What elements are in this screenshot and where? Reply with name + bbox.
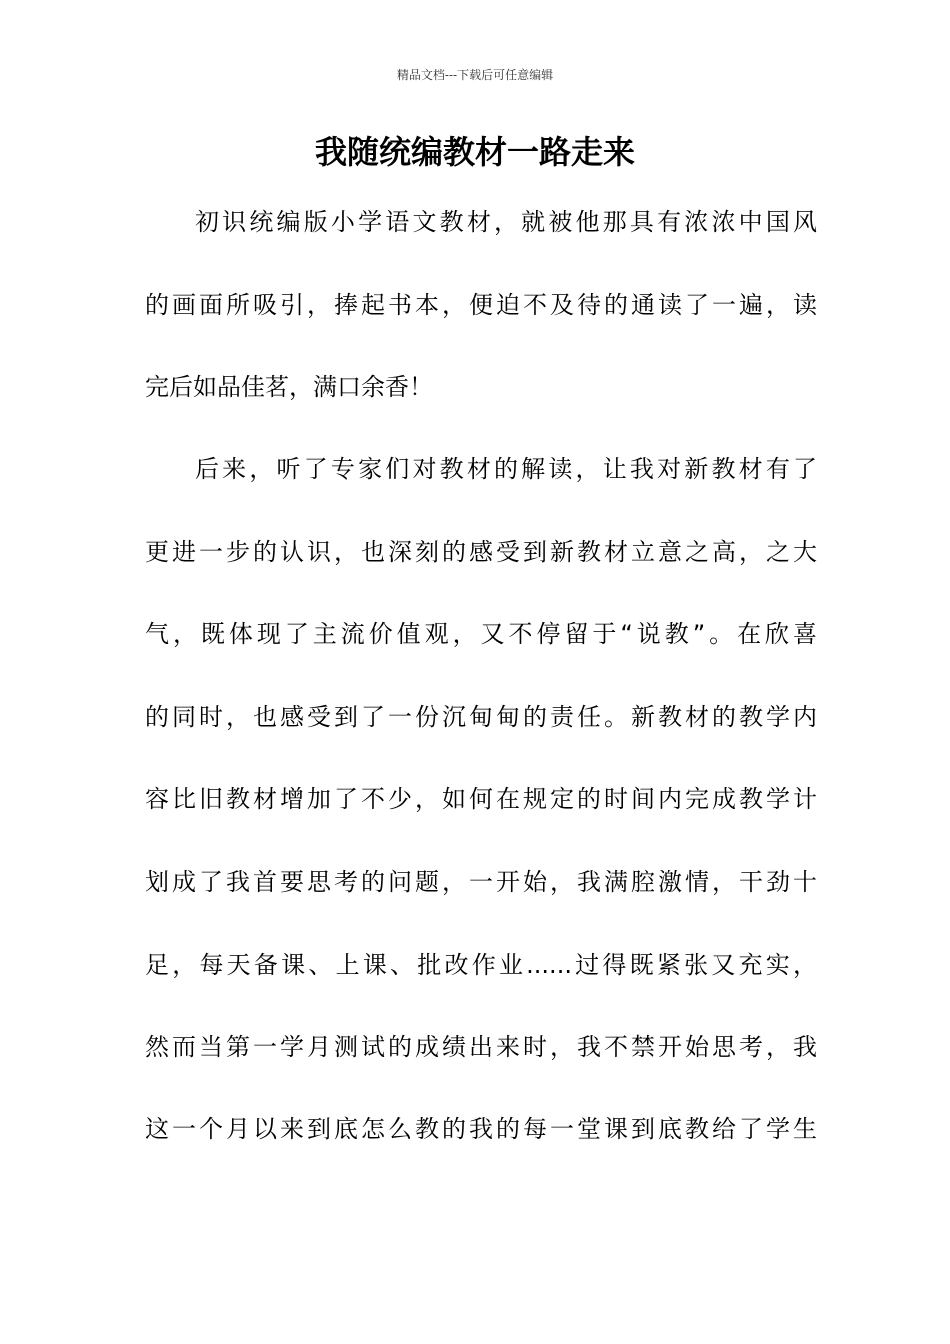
paragraph-2-line-8: 然而当第一学月测试的成绩出来时，我不禁开始思考，我: [145, 1033, 817, 1061]
paragraph-2-line-4: 的同时，也感受到了一份沉甸甸的责任。新教材的教学内: [145, 703, 817, 731]
paragraph-2-line-6: 划成了我首要思考的问题，一开始，我满腔激情，干劲十: [145, 868, 817, 896]
paragraph-2-line-1: 后来，听了专家们对教材的解读，让我对新教材有了: [195, 455, 817, 483]
paragraph-1-line-1: 初识统编版小学语文教材，就被他那具有浓浓中国风: [195, 208, 817, 236]
paragraph-2-line-9: 这一个月以来到底怎么教的我的每一堂课到底教给了学生: [145, 1115, 817, 1143]
paragraph-2-line-2: 更进一步的认识，也深刻的感受到新教材立意之高，之大: [145, 538, 817, 566]
paragraph-1-line-2: 的画面所吸引，捧起书本，便迫不及待的通读了一遍，读: [145, 291, 817, 319]
paragraph-2-line-5: 容比旧教材增加了不少，如何在规定的时间内完成教学计: [145, 785, 817, 813]
paragraph-2-line-7: 足，每天备课、上课、批改作业......过得既紧张又充实，: [145, 951, 817, 979]
header-note: 精品文档---下载后可任意编辑: [396, 68, 554, 82]
document-title: 我随统编教材一路走来: [314, 133, 635, 171]
paragraph-2-line-3: 气，既体现了主流价值观，又不停留于“说教”。在欣喜: [145, 620, 817, 648]
paragraph-1-line-3: 完后如品佳茗，满口余香！: [145, 373, 433, 401]
